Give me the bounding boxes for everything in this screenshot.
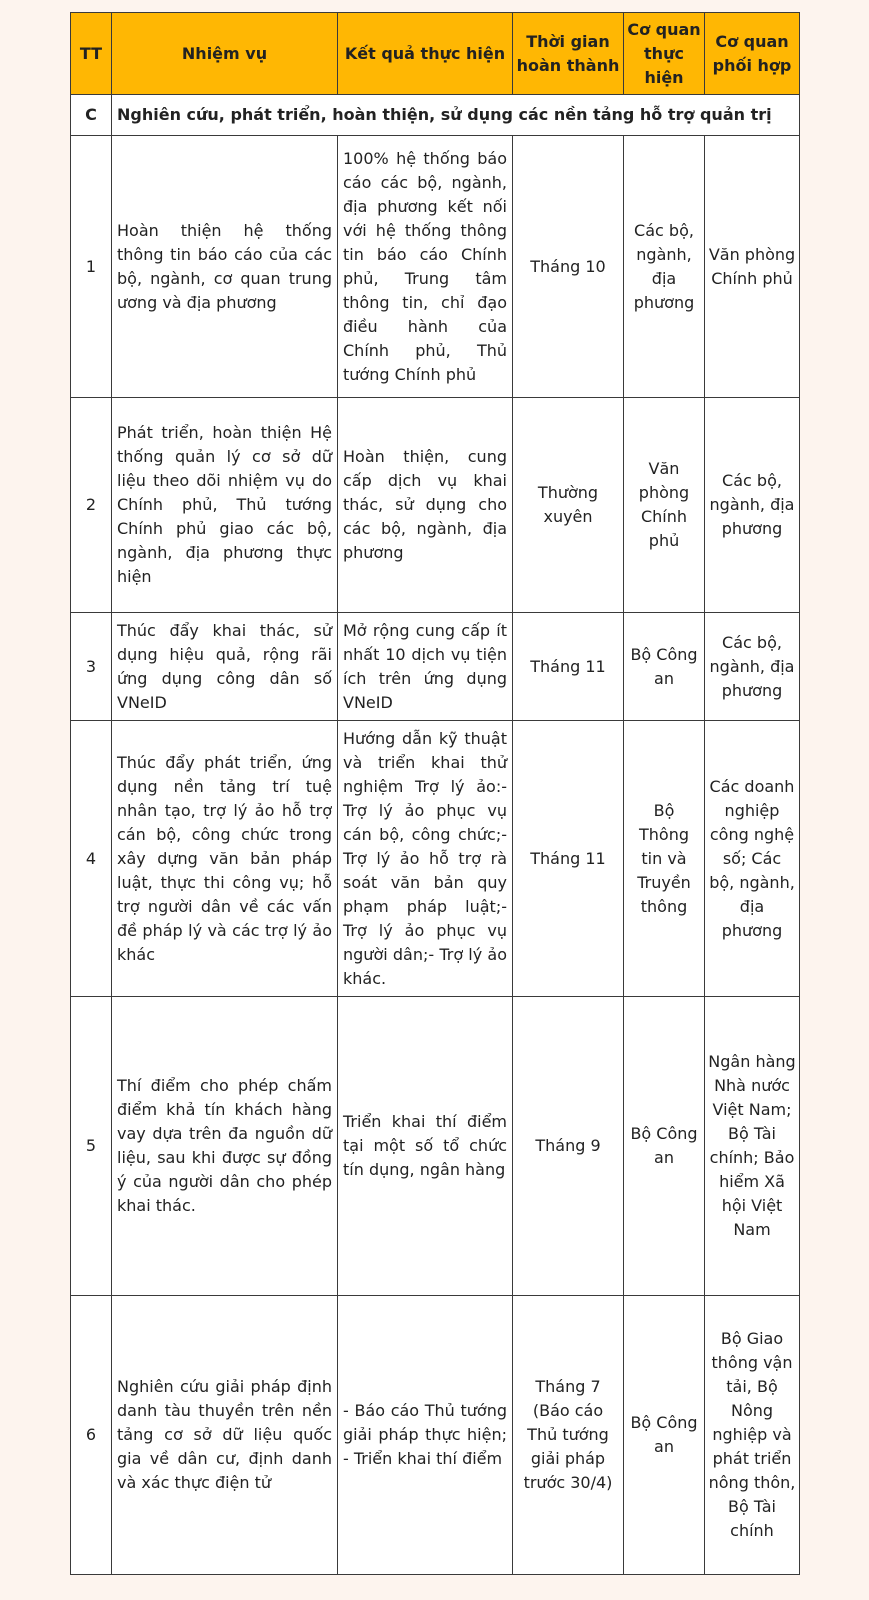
table-row [71, 398, 800, 613]
row-number: 3 [71, 613, 112, 721]
section-row [71, 95, 800, 136]
lead-agency-cell: Văn phòng Chính phủ [624, 398, 705, 613]
result-cell: - Báo cáo Thủ tướng giải pháp thực hiện; - Triển khai thí điểm [338, 1296, 513, 1575]
lead-agency-cell: Bộ Thông tin và Truyền thông [624, 721, 705, 997]
coop-agency-cell: Các doanh nghiệp công nghệ số; Các bộ, ngành, địa phương [705, 721, 800, 997]
task-cell: Nghiên cứu giải pháp định danh tàu thuyền trên nền tảng cơ sở dữ liệu quốc gia về dân cư, định danh và xác thực điện tử [112, 1296, 338, 1575]
task-cell: Thí điểm cho phép chấm điểm khả tín khách hàng vay dựa trên đa nguồn dữ liệu, sau khi được sự đồng ý của người dân cho phép khai thác. [112, 997, 338, 1296]
section-title: Nghiên cứu, phát triển, hoàn thiện, sử dụng các nền tảng hỗ trợ quản trị [112, 95, 800, 136]
lead-agency-cell: Bộ Công an [624, 1296, 705, 1575]
time-cell: Tháng 11 [513, 613, 624, 721]
row-number: 1 [71, 136, 112, 398]
result-cell: Mở rộng cung cấp ít nhất 10 dịch vụ tiện ích trên ứng dụng VNeID [338, 613, 513, 721]
coop-agency-cell: Các bộ, ngành, địa phương [705, 613, 800, 721]
task-cell: Thúc đẩy khai thác, sử dụng hiệu quả, rộng rãi ứng dụng công dân số VNeID [112, 613, 338, 721]
row-number: 4 [71, 721, 112, 997]
lead-agency-cell: Bộ Công an [624, 613, 705, 721]
header-coop-agency: Cơ quan phối hợp [705, 13, 800, 95]
time-cell: Tháng 7 (Báo cáo Thủ tướng giải pháp trước 30/4) [513, 1296, 624, 1575]
header-tt: TT [71, 13, 112, 95]
task-table [70, 12, 800, 1575]
task-cell: Thúc đẩy phát triển, ứng dụng nền tảng trí tuệ nhân tạo, trợ lý ảo hỗ trợ cán bộ, công chức trong xây dựng văn bản pháp luật, thực thi công vụ; hỗ trợ người dân về các vấn đề pháp lý và các trợ lý ảo khác [112, 721, 338, 997]
time-cell: Tháng 9 [513, 997, 624, 1296]
task-cell: Phát triển, hoàn thiện Hệ thống quản lý cơ sở dữ liệu theo dõi nhiệm vụ do Chính phủ, Thủ tướng Chính phủ giao các bộ, ngành, địa phương thực hiện [112, 398, 338, 613]
table-row [71, 136, 800, 398]
coop-agency-cell: Ngân hàng Nhà nước Việt Nam; Bộ Tài chính; Bảo hiểm Xã hội Việt Nam [705, 997, 800, 1296]
header-result: Kết quả thực hiện [338, 13, 513, 95]
table-row [71, 997, 800, 1296]
header-time: Thời gian hoàn thành [513, 13, 624, 95]
section-code: C [71, 95, 112, 136]
coop-agency-cell: Văn phòng Chính phủ [705, 136, 800, 398]
table-row [71, 613, 800, 721]
time-cell: Tháng 10 [513, 136, 624, 398]
table-row [71, 1296, 800, 1575]
header-lead-agency: Cơ quan thực hiện [624, 13, 705, 95]
result-cell: Hoàn thiện, cung cấp dịch vụ khai thác, sử dụng cho các bộ, ngành, địa phương [338, 398, 513, 613]
row-number: 2 [71, 398, 112, 613]
row-number: 5 [71, 997, 112, 1296]
lead-agency-cell: Các bộ, ngành, địa phương [624, 136, 705, 398]
header-task: Nhiệm vụ [112, 13, 338, 95]
time-cell: Tháng 11 [513, 721, 624, 997]
header-row [71, 13, 800, 95]
task-cell: Hoàn thiện hệ thống thông tin báo cáo của các bộ, ngành, cơ quan trung ương và địa phương [112, 136, 338, 398]
table-row [71, 721, 800, 997]
coop-agency-cell: Các bộ, ngành, địa phương [705, 398, 800, 613]
coop-agency-cell: Bộ Giao thông vận tải, Bộ Nông nghiệp và phát triển nông thôn, Bộ Tài chính [705, 1296, 800, 1575]
result-cell: Triển khai thí điểm tại một số tổ chức tín dụng, ngân hàng [338, 997, 513, 1296]
lead-agency-cell: Bộ Công an [624, 997, 705, 1296]
row-number: 6 [71, 1296, 112, 1575]
result-cell: Hướng dẫn kỹ thuật và triển khai thử nghiệm Trợ lý ảo:- Trợ lý ảo phục vụ cán bộ, công chức;- Trợ lý ảo hỗ trợ rà soát văn bản quy phạm pháp luật;- Trợ lý ảo phục vụ người dân;- Trợ lý ảo khác. [338, 721, 513, 997]
result-cell: 100% hệ thống báo cáo các bộ, ngành, địa phương kết nối với hệ thống thông tin báo cáo Chính phủ, Trung tâm thông tin, chỉ đạo điều hành của Chính phủ, Thủ tướng Chính phủ [338, 136, 513, 398]
time-cell: Thường xuyên [513, 398, 624, 613]
